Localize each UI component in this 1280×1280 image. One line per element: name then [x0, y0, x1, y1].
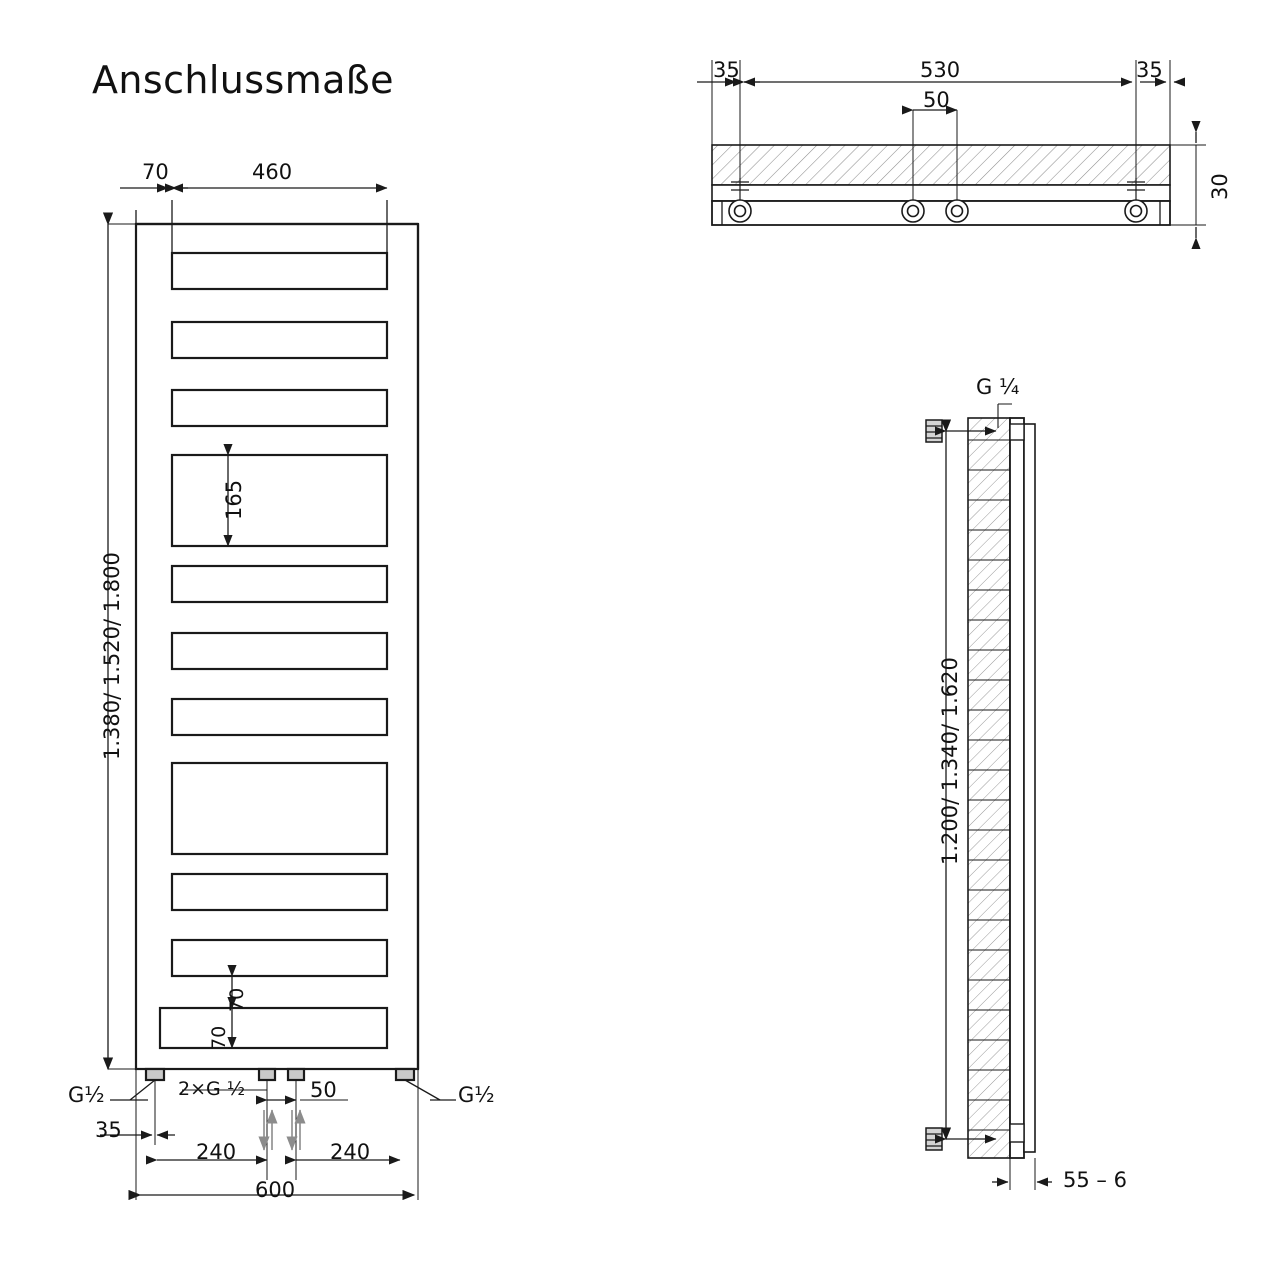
front-dim-70-upper: 70: [226, 987, 248, 1012]
top-dim-left: 35: [713, 58, 740, 82]
front-dim-240-left: 240: [196, 1140, 237, 1164]
top-view: [712, 145, 1170, 225]
top-dim-right: 35: [1136, 58, 1163, 82]
front-connection-right: G½: [458, 1083, 495, 1107]
front-dim-165: 165: [222, 479, 246, 520]
front-dim-600: 600: [255, 1178, 296, 1202]
front-dim-460: 460: [252, 160, 293, 184]
front-connection-left: G½: [68, 1083, 105, 1107]
front-dim-70-top: 70: [142, 160, 169, 184]
front-view: [110, 224, 456, 1100]
flow-arrows: [264, 1110, 300, 1150]
front-dim-70-lower: 70: [208, 1025, 230, 1050]
front-dim-50: 50: [310, 1078, 337, 1102]
side-dim-height: 1.200/ 1.340/ 1.620: [938, 657, 962, 865]
side-thread-label: G ¼: [976, 375, 1020, 399]
page-title: Anschlussmaße: [92, 58, 394, 102]
front-dim-240-right: 240: [330, 1140, 371, 1164]
side-dim-depth: 55 – 6: [1063, 1168, 1127, 1192]
front-dim-35: 35: [95, 1118, 122, 1142]
top-dim-width: 530: [920, 58, 961, 82]
top-dim-nipple-spacing: 50: [923, 88, 950, 112]
front-dim-height: 1.380/ 1.520/ 1.800: [100, 552, 124, 760]
front-connection-center: 2×G ½: [178, 1078, 246, 1100]
top-dim-depth: 30: [1208, 173, 1232, 200]
